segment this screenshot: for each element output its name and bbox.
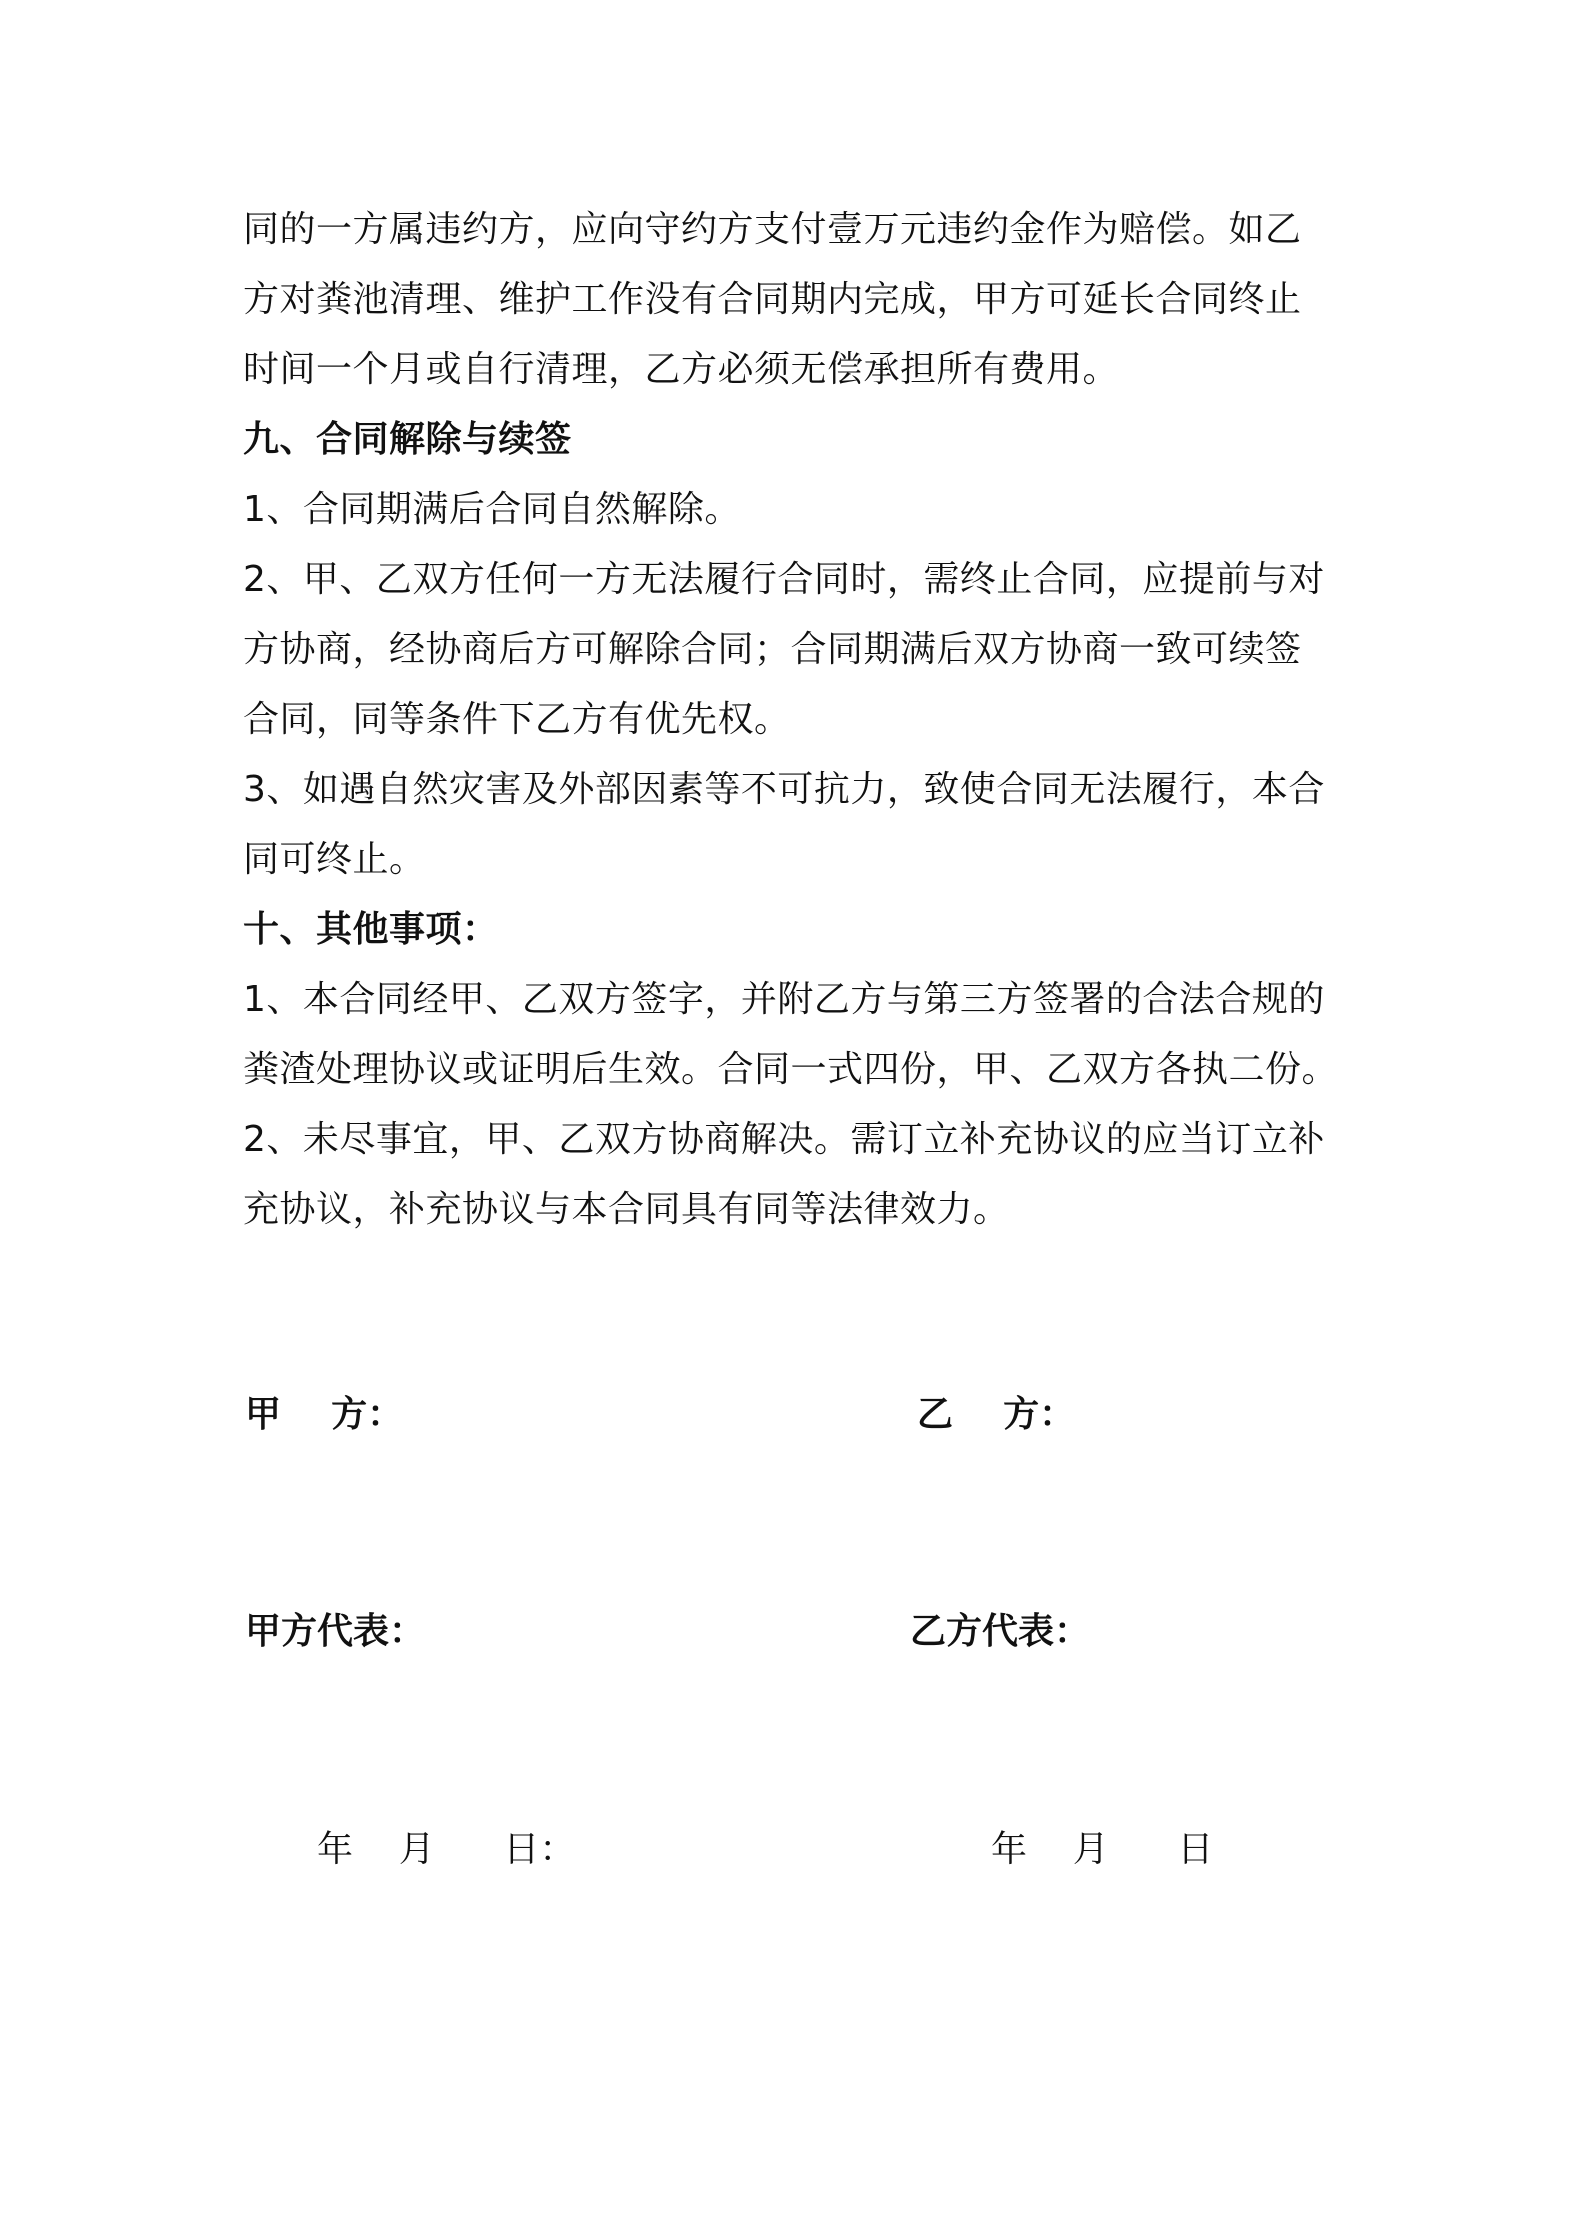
- party-b-label: 乙 方：: [917, 1394, 1076, 1435]
- party-b-representative-label: 乙方代表：: [910, 1611, 1091, 1652]
- section10-line: 粪渣处理协议或证明后生效。合同一式四份，甲、乙双方各执二份。: [243, 1049, 1339, 1090]
- section10-line: 充协议，补充协议与本合同具有同等法律效力。: [243, 1189, 1010, 1230]
- party-a-date: 年 月 日：: [317, 1829, 576, 1870]
- section10-line: 2、未尽事宜，甲、乙双方协商解决。需订立补充协议的应当订立补: [243, 1119, 1325, 1160]
- section9-line: 1、合同期满后合同自然解除。: [243, 489, 741, 530]
- party-b-date: 年 月 日: [991, 1829, 1214, 1870]
- paragraph-line: 时间一个月或自行清理，乙方必须无偿承担所有费用。: [243, 349, 1120, 390]
- section-heading-termination: 九、合同解除与续签: [243, 419, 572, 460]
- section9-line: 合同，同等条件下乙方有优先权。: [243, 699, 791, 740]
- section10-line: 1、本合同经甲、乙双方签字，并附乙方与第三方签署的合法合规的: [243, 979, 1325, 1020]
- party-a-label: 甲 方：: [245, 1394, 404, 1435]
- contract-body: [243, 195, 1353, 1245]
- section-heading-other-matters: 十、其他事项：: [243, 909, 499, 950]
- paragraph-line: 同的一方属违约方，应向守约方支付壹万元违约金作为赔偿。如乙: [243, 209, 1302, 250]
- section9-line: 同可终止。: [243, 839, 426, 880]
- paragraph-line: 方对粪池清理、维护工作没有合同期内完成，甲方可延长合同终止: [243, 279, 1302, 320]
- party-a-representative-label: 甲方代表：: [245, 1611, 426, 1652]
- section9-line: 2、甲、乙双方任何一方无法履行合同时，需终止合同，应提前与对: [243, 559, 1325, 600]
- section9-line: 方协商，经协商后方可解除合同；合同期满后双方协商一致可续签: [243, 629, 1302, 670]
- section9-line: 3、如遇自然灾害及外部因素等不可抗力，致使合同无法履行，本合: [243, 769, 1325, 810]
